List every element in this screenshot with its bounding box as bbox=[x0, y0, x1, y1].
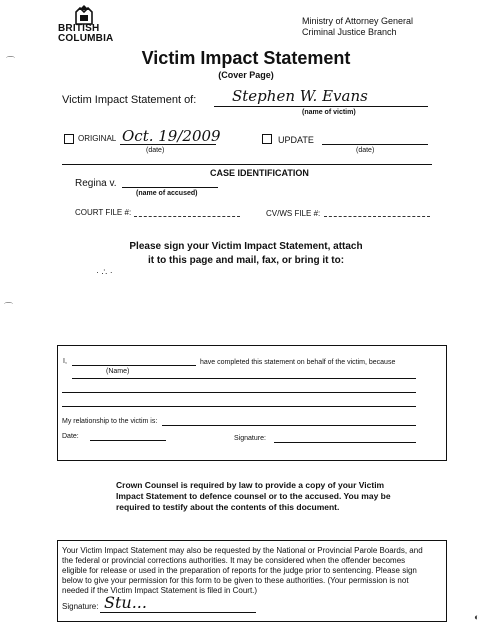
ministry-name: Ministry of Attorney General bbox=[302, 16, 414, 26]
behalf-date-label: Date: bbox=[62, 433, 79, 440]
scan-mark-left: ⌒ bbox=[6, 56, 16, 66]
parole-signature-value[interactable]: Stu... bbox=[104, 593, 147, 612]
parole-signature-line[interactable] bbox=[100, 612, 256, 613]
original-date-line bbox=[120, 144, 216, 145]
behalf-reason-line-3[interactable] bbox=[62, 406, 416, 407]
behalf-text: have completed this statement on behalf of the victim, because bbox=[200, 359, 396, 366]
behalf-signature-line[interactable] bbox=[274, 442, 416, 443]
behalf-name-caption: (Name) bbox=[106, 368, 130, 375]
branch-name: Criminal Justice Branch bbox=[302, 27, 397, 37]
page-subtitle: (Cover Page) bbox=[218, 70, 274, 80]
court-file-line[interactable] bbox=[134, 216, 240, 217]
update-date-caption: (date) bbox=[356, 147, 375, 154]
crown-counsel-notice: Crown Counsel is required by law to provide a copy of your Victim Impact Statement to defence counsel or to the accused. You may be required to testify about the contents of this document. bbox=[116, 480, 391, 512]
cvws-file-label: CV/WS FILE #: bbox=[266, 209, 321, 218]
victim-name-value[interactable]: Stephen W. Evans bbox=[232, 87, 368, 105]
victim-name-caption: (name of victim) bbox=[302, 109, 356, 116]
original-checkbox[interactable] bbox=[64, 134, 74, 144]
page-title: Victim Impact Statement bbox=[141, 48, 351, 68]
court-file-label: COURT FILE #: bbox=[75, 208, 132, 217]
scan-mark-left-2: ⌒ bbox=[4, 302, 14, 312]
behalf-name-line[interactable] bbox=[72, 365, 196, 366]
instructions: Please sign your Victim Impact Statement, attach it to this page and mail, fax, or bring it to: bbox=[129, 241, 363, 266]
ministry-header bbox=[302, 16, 413, 38]
behalf-signature-label: Signature: bbox=[234, 435, 266, 442]
logo-text: BRITISH COLUMBIA bbox=[58, 23, 114, 44]
original-date-caption: (date) bbox=[146, 147, 165, 154]
cvws-file-line[interactable] bbox=[324, 216, 430, 217]
behalf-reason-line-1[interactable] bbox=[72, 378, 416, 379]
parole-signature-label: Signature: bbox=[62, 602, 99, 611]
victim-name-line bbox=[214, 106, 428, 107]
update-checkbox[interactable] bbox=[262, 134, 272, 144]
case-heading: CASE IDENTIFICATION bbox=[210, 168, 309, 178]
relationship-label: My relationship to the victim is: bbox=[62, 418, 158, 425]
statement-of-label: Victim Impact Statement of: bbox=[62, 94, 197, 106]
accused-caption: (name of accused) bbox=[136, 190, 198, 197]
update-date-line[interactable] bbox=[322, 144, 428, 145]
original-date-value[interactable]: Oct. 19/2009 bbox=[122, 127, 221, 145]
scan-mark: · ∴ · bbox=[96, 267, 113, 277]
regina-label: Regina v. bbox=[75, 178, 117, 189]
relationship-line[interactable] bbox=[162, 425, 416, 426]
behalf-prefix: I, bbox=[63, 358, 67, 365]
case-top-rule bbox=[62, 164, 432, 165]
bc-logo bbox=[58, 4, 118, 48]
update-label: UPDATE bbox=[278, 135, 314, 145]
accused-line[interactable] bbox=[122, 187, 218, 188]
parole-notice: Your Victim Impact Statement may also be requested by the National or Provincial Parole Boards, and the federal or provincial corrections authorities. It may be considered when the offender becomes eligible for release or used in the preparation of reports for the judge prior to sentencing. Please sign below to give your permission for this form to be given to these authorities. (Your permission is not needed if the Victim Impact Statement is filed in Court.) bbox=[62, 546, 423, 595]
scan-mark-corner: ◐ bbox=[474, 612, 480, 622]
behalf-date-line[interactable] bbox=[90, 440, 166, 441]
behalf-reason-line-2[interactable] bbox=[62, 392, 416, 393]
original-label: ORIGINAL bbox=[78, 134, 117, 143]
